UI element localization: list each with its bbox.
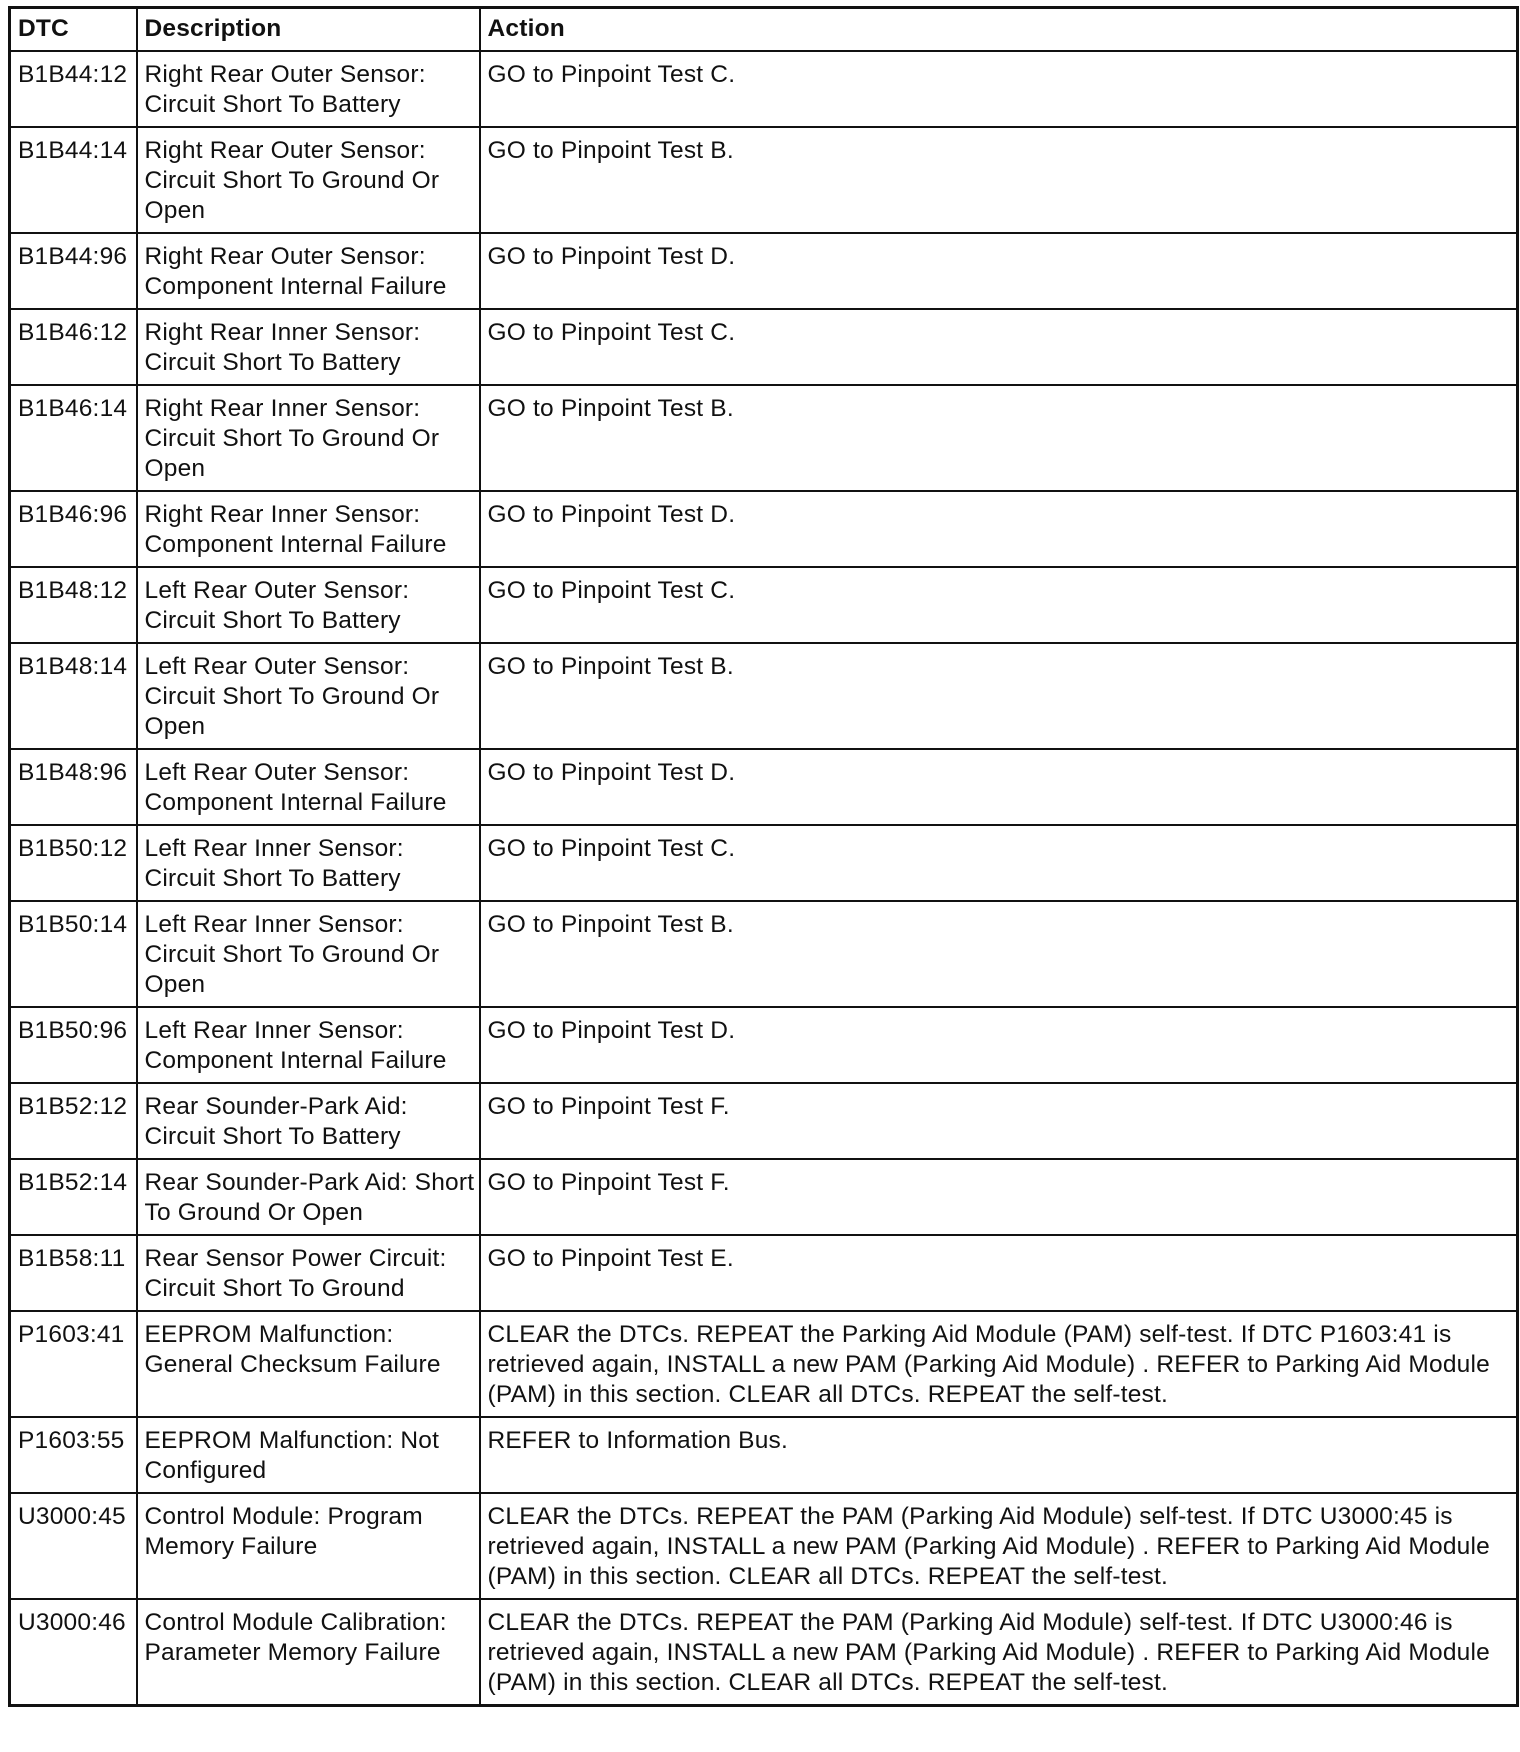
table-row: [10, 643, 1518, 749]
dtc-action: GO to Pinpoint Test D.: [480, 749, 1518, 825]
dtc-description: Right Rear Inner Sensor: Component Internal Failure: [137, 491, 480, 567]
dtc-code: B1B46:12: [10, 309, 137, 385]
dtc-code: B1B52:12: [10, 1083, 137, 1159]
dtc-code: B1B44:96: [10, 233, 137, 309]
dtc-description: Rear Sounder-Park Aid: Circuit Short To Battery: [137, 1083, 480, 1159]
dtc-action: GO to Pinpoint Test B.: [480, 385, 1518, 491]
dtc-description: Rear Sounder-Park Aid: Short To Ground Or Open: [137, 1159, 480, 1235]
dtc-description: Right Rear Inner Sensor: Circuit Short To Battery: [137, 309, 480, 385]
dtc-action: REFER to Information Bus.: [480, 1417, 1518, 1493]
dtc-action: GO to Pinpoint Test C.: [480, 309, 1518, 385]
dtc-code: U3000:45: [10, 1493, 137, 1599]
dtc-action: GO to Pinpoint Test D.: [480, 491, 1518, 567]
header-action: Action: [480, 8, 1518, 52]
table-row: [10, 1599, 1518, 1706]
table-row: [10, 1159, 1518, 1235]
dtc-description: Control Module Calibration: Parameter Memory Failure: [137, 1599, 480, 1706]
dtc-code: B1B48:96: [10, 749, 137, 825]
dtc-action: GO to Pinpoint Test C.: [480, 567, 1518, 643]
dtc-description: Left Rear Outer Sensor: Component Internal Failure: [137, 749, 480, 825]
dtc-table: [8, 6, 1519, 1707]
dtc-action: CLEAR the DTCs. REPEAT the PAM (Parking Aid Module) self-test. If DTC U3000:46 is retrieved again, INSTALL a new PAM (Parking Aid Module) . REFER to Parking Aid Module (PAM) in this section. CLEAR all DTCs. REPEAT the self-test.: [480, 1599, 1518, 1706]
dtc-action: GO to Pinpoint Test F.: [480, 1083, 1518, 1159]
dtc-description: Rear Sensor Power Circuit: Circuit Short To Ground: [137, 1235, 480, 1311]
dtc-action: GO to Pinpoint Test E.: [480, 1235, 1518, 1311]
table-row: [10, 127, 1518, 233]
dtc-description: Left Rear Inner Sensor: Component Internal Failure: [137, 1007, 480, 1083]
dtc-action: GO to Pinpoint Test C.: [480, 825, 1518, 901]
dtc-description: Left Rear Outer Sensor: Circuit Short To Ground Or Open: [137, 643, 480, 749]
dtc-code: B1B48:12: [10, 567, 137, 643]
table-row: [10, 491, 1518, 567]
table-row: [10, 1083, 1518, 1159]
dtc-action: GO to Pinpoint Test D.: [480, 233, 1518, 309]
dtc-action: GO to Pinpoint Test C.: [480, 51, 1518, 127]
table-row: [10, 1235, 1518, 1311]
table-row: [10, 385, 1518, 491]
dtc-description: Right Rear Outer Sensor: Circuit Short To Battery: [137, 51, 480, 127]
dtc-code: B1B46:96: [10, 491, 137, 567]
table-row: [10, 749, 1518, 825]
header-dtc: DTC: [10, 8, 137, 52]
dtc-action: GO to Pinpoint Test F.: [480, 1159, 1518, 1235]
dtc-description: Right Rear Outer Sensor: Component Internal Failure: [137, 233, 480, 309]
dtc-action: GO to Pinpoint Test D.: [480, 1007, 1518, 1083]
dtc-code: P1603:41: [10, 1311, 137, 1417]
dtc-action: CLEAR the DTCs. REPEAT the Parking Aid Module (PAM) self-test. If DTC P1603:41 is retrieved again, INSTALL a new PAM (Parking Aid Module) . REFER to Parking Aid Module (PAM) in this section. CLEAR all DTCs. REPEAT the self-test.: [480, 1311, 1518, 1417]
dtc-description: Right Rear Inner Sensor: Circuit Short To Ground Or Open: [137, 385, 480, 491]
dtc-description: Right Rear Outer Sensor: Circuit Short To Ground Or Open: [137, 127, 480, 233]
table-row: [10, 825, 1518, 901]
table-row: [10, 233, 1518, 309]
table-row: [10, 567, 1518, 643]
table-row: [10, 1417, 1518, 1493]
header-description: Description: [137, 8, 480, 52]
dtc-description: Left Rear Inner Sensor: Circuit Short To Ground Or Open: [137, 901, 480, 1007]
dtc-code: B1B44:14: [10, 127, 137, 233]
table-row: [10, 51, 1518, 127]
dtc-description: Control Module: Program Memory Failure: [137, 1493, 480, 1599]
dtc-code: B1B50:12: [10, 825, 137, 901]
dtc-action: GO to Pinpoint Test B.: [480, 127, 1518, 233]
dtc-action: GO to Pinpoint Test B.: [480, 643, 1518, 749]
dtc-code: B1B58:11: [10, 1235, 137, 1311]
header-row: [10, 8, 1518, 52]
table-row: [10, 309, 1518, 385]
dtc-description: EEPROM Malfunction: Not Configured: [137, 1417, 480, 1493]
table-header: [10, 8, 1518, 52]
dtc-code: P1603:55: [10, 1417, 137, 1493]
dtc-description: EEPROM Malfunction: General Checksum Failure: [137, 1311, 480, 1417]
dtc-action: GO to Pinpoint Test B.: [480, 901, 1518, 1007]
table-body: [10, 51, 1518, 1706]
dtc-action: CLEAR the DTCs. REPEAT the PAM (Parking Aid Module) self-test. If DTC U3000:45 is retrieved again, INSTALL a new PAM (Parking Aid Module) . REFER to Parking Aid Module (PAM) in this section. CLEAR all DTCs. REPEAT the self-test.: [480, 1493, 1518, 1599]
table-row: [10, 1007, 1518, 1083]
dtc-code: B1B50:14: [10, 901, 137, 1007]
dtc-code: B1B50:96: [10, 1007, 137, 1083]
dtc-description: Left Rear Outer Sensor: Circuit Short To Battery: [137, 567, 480, 643]
dtc-code: B1B44:12: [10, 51, 137, 127]
table-row: [10, 901, 1518, 1007]
dtc-code: B1B52:14: [10, 1159, 137, 1235]
dtc-description: Left Rear Inner Sensor: Circuit Short To Battery: [137, 825, 480, 901]
dtc-code: B1B48:14: [10, 643, 137, 749]
table-row: [10, 1493, 1518, 1599]
dtc-code: U3000:46: [10, 1599, 137, 1706]
table-row: [10, 1311, 1518, 1417]
dtc-code: B1B46:14: [10, 385, 137, 491]
